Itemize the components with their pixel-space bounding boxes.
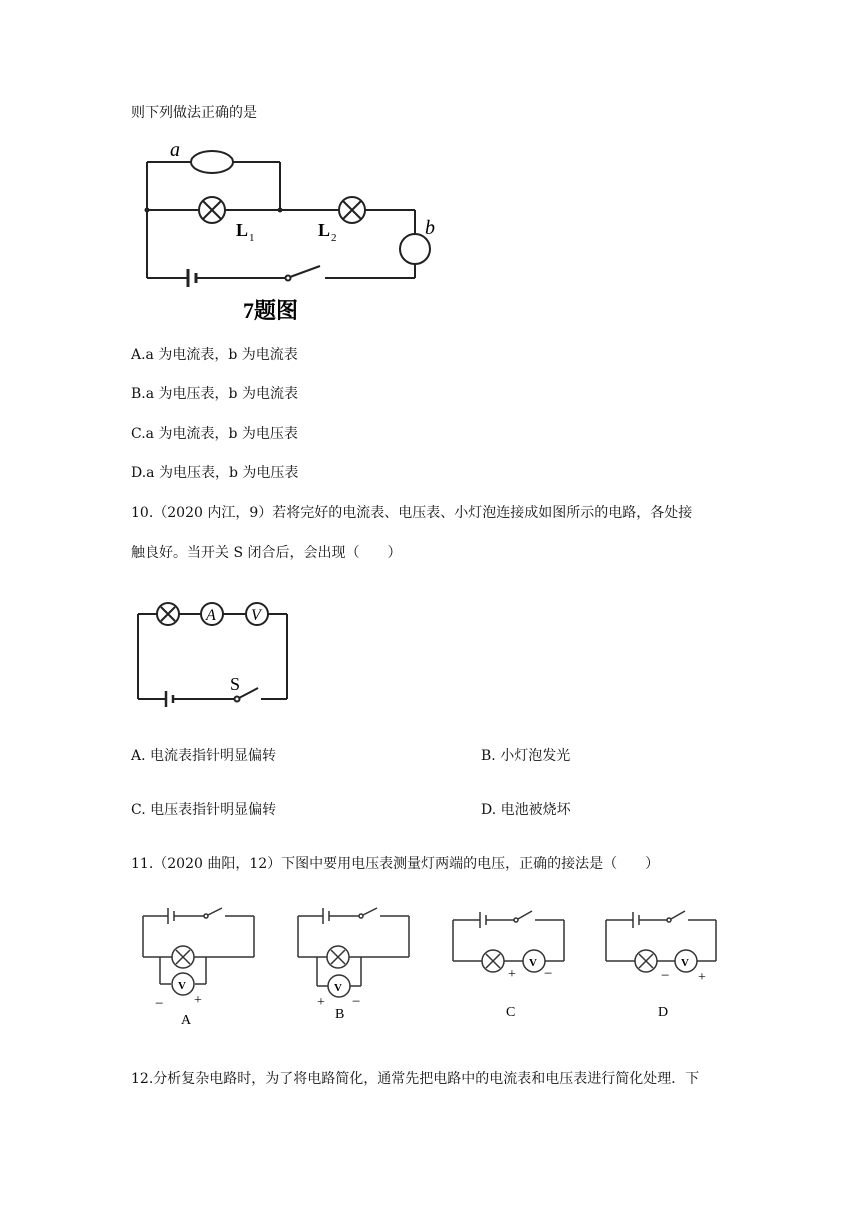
label-L2: L: [318, 220, 331, 240]
svg-text:+: +: [317, 995, 325, 1010]
figure-caption: A: [181, 1013, 192, 1028]
svg-text:−: −: [352, 994, 361, 1010]
q10-option-d: D. 电池被烧坏: [481, 802, 571, 818]
voltmeter-label: V: [251, 607, 261, 624]
figure-caption: D: [658, 1005, 669, 1020]
svg-text:−: −: [661, 968, 670, 984]
svg-text:−: −: [155, 996, 164, 1012]
svg-text:V: V: [681, 957, 689, 969]
q11-figure-c: [450, 898, 575, 1030]
q11-figure-b: [295, 898, 420, 1030]
figure-caption: 7题图: [243, 298, 299, 323]
q10-stem-line2: 触良好。当开关 S 闭合后，会出现（ ）: [131, 545, 402, 561]
q9-option-b: B.a 为电压表，b 为电流表: [131, 386, 298, 402]
label-b: b: [425, 217, 435, 239]
svg-text:2: 2: [331, 232, 337, 244]
svg-text:V: V: [334, 982, 342, 994]
q11-figure-a: [140, 898, 265, 1030]
svg-text:+: +: [194, 993, 202, 1008]
q9-option-a: A.a 为电流表，b 为电流表: [131, 347, 298, 363]
q9-circuit-figure: [130, 138, 455, 328]
switch-label: S: [230, 674, 241, 694]
q11-figure-d: [603, 898, 728, 1030]
q10-option-a: A. 电流表指针明显偏转: [131, 748, 277, 764]
svg-text:+: +: [508, 967, 516, 982]
q9-option-d: D.a 为电压表，b 为电压表: [131, 465, 299, 481]
q11-stem: 11.（2020 曲阳，12）下图中要用电压表测量灯两端的电压，正确的接法是（ ）: [131, 856, 660, 872]
svg-text:+: +: [698, 970, 706, 985]
label-a: a: [170, 139, 180, 161]
q10-option-c: C. 电压表指针明显偏转: [131, 802, 277, 818]
svg-text:1: 1: [249, 232, 255, 244]
q9-option-c: C.a 为电流表，b 为电压表: [131, 426, 298, 442]
q10-stem-line1: 10.（2020 内江，9）若将完好的电流表、电压表、小灯泡连接成如图所示的电路，各处接: [131, 505, 693, 521]
figure-caption: B: [335, 1007, 345, 1022]
svg-text:V: V: [529, 957, 537, 969]
label-L1: L: [236, 220, 249, 240]
q10-circuit-figure: [130, 598, 295, 713]
meter-a: [191, 151, 233, 173]
svg-text:−: −: [544, 966, 553, 982]
q9-stem-tail: 则下列做法正确的是: [131, 105, 257, 121]
figure-caption: C: [506, 1005, 516, 1020]
q10-option-b: B. 小灯泡发光: [481, 748, 571, 764]
q12-stem: 12.分析复杂电路时，为了将电路简化，通常先把电路中的电流表和电压表进行简化处理．下: [131, 1071, 700, 1087]
svg-text:V: V: [178, 980, 186, 992]
ammeter-label: A: [206, 607, 216, 624]
